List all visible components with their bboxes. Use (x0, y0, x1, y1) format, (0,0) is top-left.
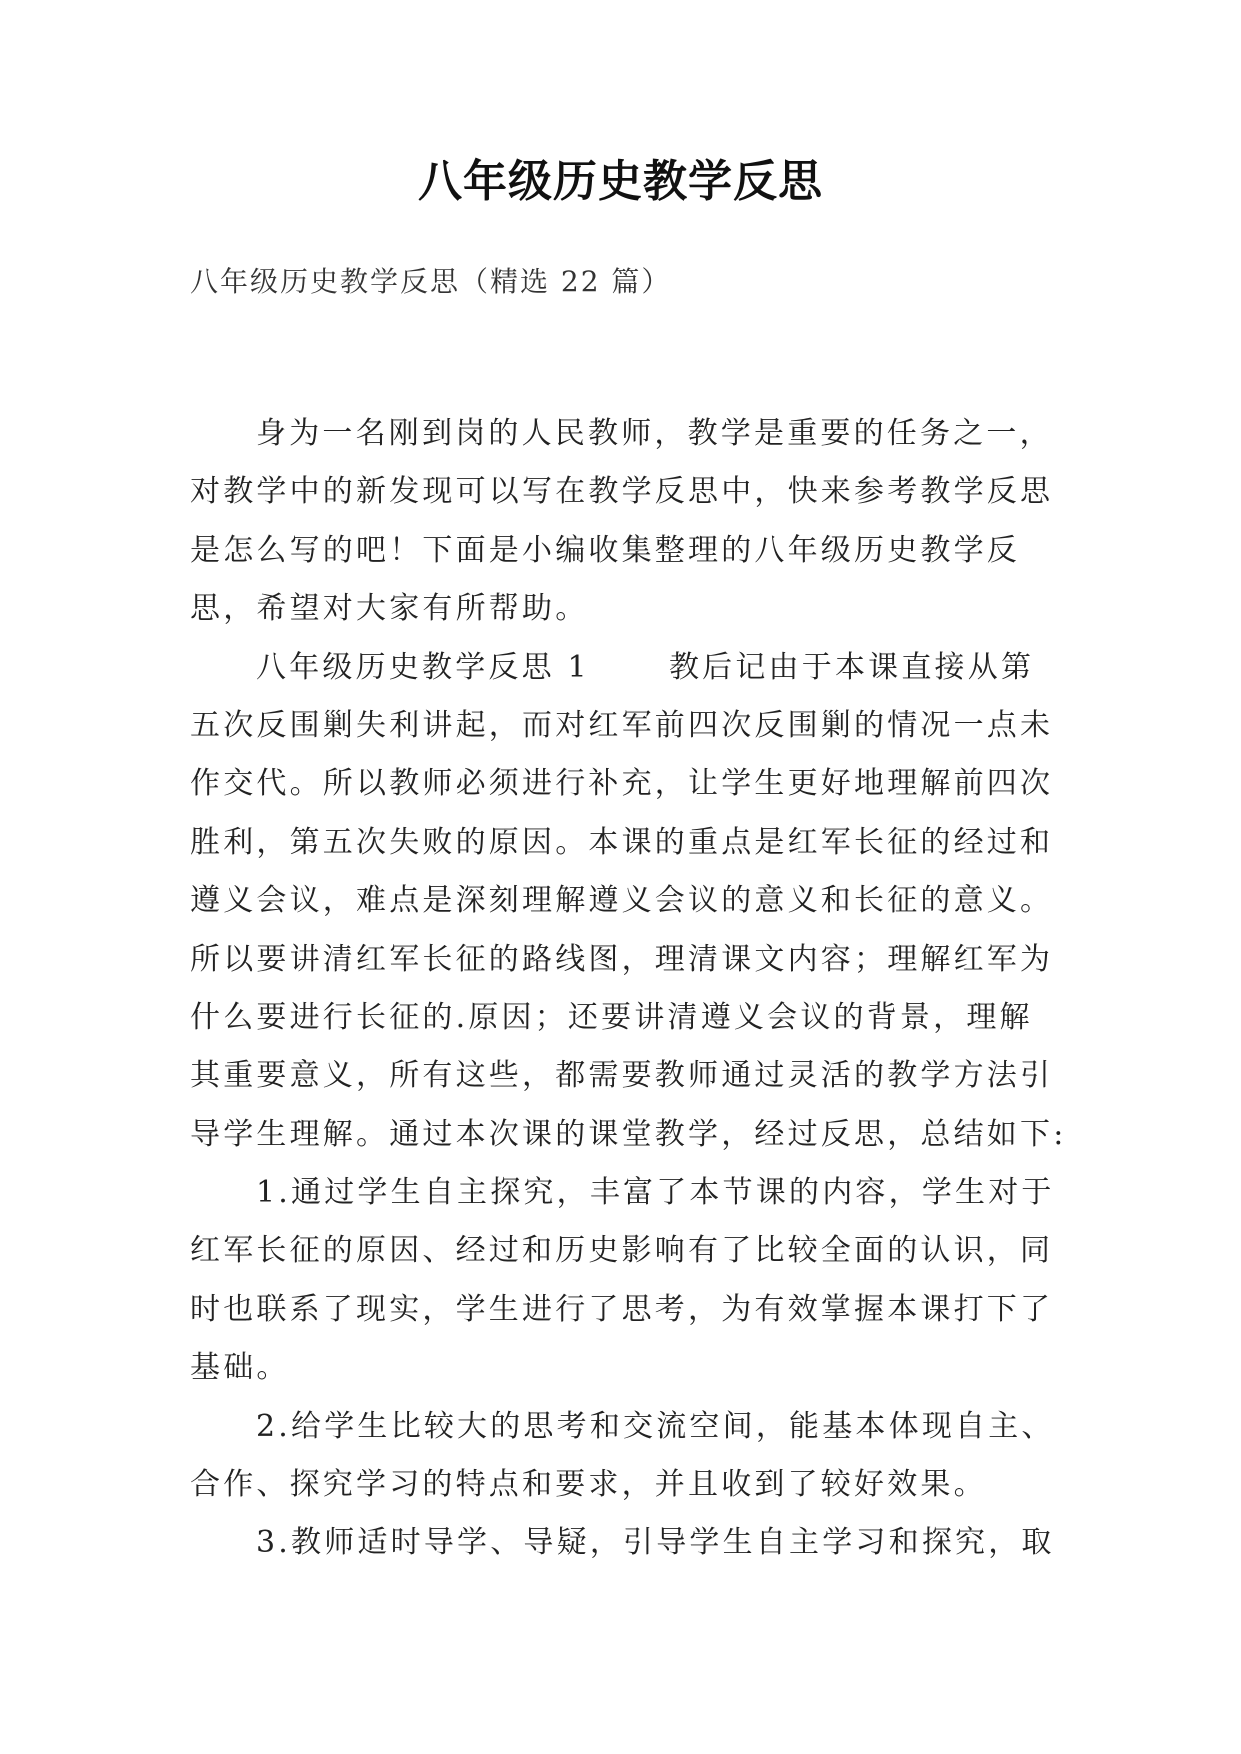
paragraph-line: 身为一名刚到岗的人民教师，教学是重要的任务之一， (256, 416, 1053, 451)
paragraph-line: 3.教师适时导学、导疑，引导学生自主学习和探究，取 (256, 1525, 1055, 1561)
document-subtitle: 八年级历史教学反思（精选 22 篇） (190, 265, 672, 298)
document-title: 八年级历史教学反思 (418, 156, 823, 207)
paragraph-line: 1.通过学生自主探究，丰富了本节课的内容，学生对于 (256, 1175, 1055, 1211)
paragraph-line: 作交代。所以教师必须进行补充，让学生更好地理解前四次 (190, 766, 1054, 802)
document-body (190, 405, 1067, 1573)
paragraph-line: 红军长征的原因、经过和历史影响有了比较全面的认识，同 (190, 1233, 1054, 1269)
paragraph-line: 时也联系了现实，学生进行了思考，为有效掌握本课打下了 (190, 1291, 1054, 1327)
paragraph-line: 合作、探究学习的特点和要求，并且收到了较好效果。 (190, 1467, 987, 1503)
paragraph-line: 遵义会议，难点是深刻理解遵义会议的意义和长征的意义。 (190, 883, 1054, 919)
paragraph-line: 对教学中的新发现可以写在教学反思中，快来参考教学反思 (190, 474, 1054, 510)
paragraph-line: 胜利，第五次失败的原因。本课的重点是红军长征的经过和 (190, 824, 1054, 860)
paragraph-line: 所以要讲清红军长征的路线图，理清课文内容；理解红军为 (190, 941, 1054, 977)
paragraph-line: 其重要意义，所有这些，都需要教师通过灵活的教学方法引 (190, 1058, 1054, 1094)
paragraph-line: 什么要进行长征的.原因；还要讲清遵义会议的背景，理解 (190, 999, 1033, 1035)
paragraph-line: 思，希望对大家有所帮助。 (190, 591, 589, 627)
paragraph-line: 八年级历史教学反思 1 教后记由于本课直接从第 (256, 649, 1035, 685)
paragraph-line: 五次反围剿失利讲起，而对红军前四次反围剿的情况一点未 (190, 707, 1054, 743)
paragraph-line: 导学生理解。通过本次课的课堂教学，经过反思，总结如下: (190, 1116, 1067, 1152)
paragraph-line: 基础。 (190, 1350, 290, 1386)
paragraph-line: 是怎么写的吧！下面是小编收集整理的八年级历史教学反 (190, 532, 1020, 568)
paragraph-line: 2.给学生比较大的思考和交流空间，能基本体现自主、 (256, 1408, 1055, 1444)
